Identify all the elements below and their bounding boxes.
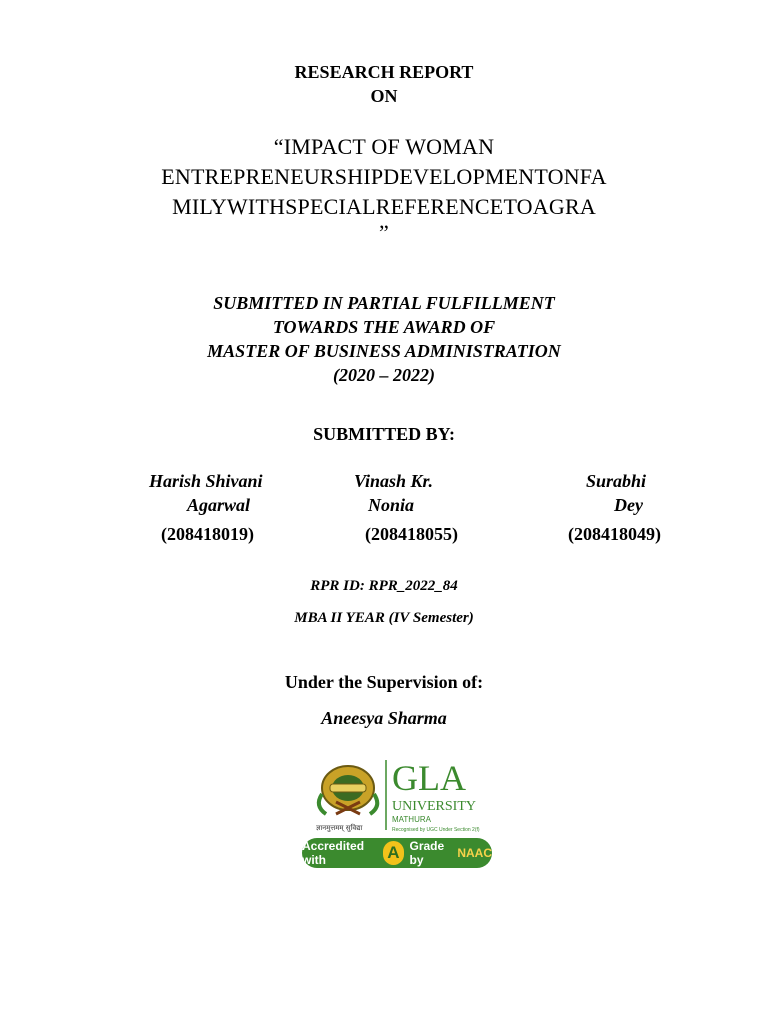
program-year: MBA II YEAR (IV Semester): [294, 610, 474, 626]
report-heading: RESEARCH REPORT: [294, 62, 474, 82]
logo-recognition-text: Recognised by UGC Under Section 2(f): [392, 827, 480, 833]
logo-motto-text: ज्ञानमुत्तमम् सुविद्या: [316, 824, 363, 832]
supervision-label: Under the Supervision of:: [284, 672, 484, 692]
topic-line-4: ”: [379, 220, 389, 245]
submission-line-2: TOWARDS THE AWARD OF: [272, 317, 496, 337]
submission-line-3: MASTER OF BUSINESS ADMINISTRATION: [207, 341, 561, 361]
gla-emblem-icon: [300, 758, 500, 838]
report-heading-on: ON: [370, 86, 398, 106]
student-1-name-line-1: Harish Shivani: [149, 471, 263, 491]
student-2-id: (208418055): [365, 524, 458, 544]
student-2-name-line-2: Nonia: [368, 495, 415, 515]
supervisor-name: Aneesya Sharma: [321, 708, 447, 728]
badge-grade-a: A: [383, 841, 403, 865]
submitted-by-label: SUBMITTED BY:: [313, 424, 455, 444]
badge-grade-by-text: Grade by: [409, 839, 445, 867]
logo-city-text: MATHURA: [392, 815, 431, 824]
topic-line-1: “IMPACT OF WOMAN: [273, 134, 495, 159]
topic-line-3: MILYWITHSPECIALREFERENCETOAGRA: [172, 194, 596, 219]
logo-university-text: UNIVERSITY: [392, 799, 476, 814]
student-3-name-line-1: Surabhi: [586, 471, 647, 491]
student-1-id: (208418019): [161, 524, 254, 544]
student-1-name-line-2: Agarwal: [187, 495, 251, 515]
student-2-name-line-1: Vinash Kr.: [354, 471, 434, 491]
submission-line-1: SUBMITTED IN PARTIAL FULFILLMENT: [213, 293, 555, 313]
logo-gla-text: GLA: [392, 758, 466, 798]
rpr-id: RPR ID: RPR_2022_84: [310, 578, 458, 594]
topic-line-2: ENTREPRENEURSHIPDEVELOPMENTONFA: [161, 164, 607, 189]
naac-accreditation-badge: [302, 838, 492, 868]
badge-accredited-text: Accredited with: [302, 839, 365, 867]
submission-years: (2020 – 2022): [333, 365, 435, 385]
student-3-id: (208418049): [568, 524, 661, 544]
badge-naac-text: NAAC: [457, 846, 492, 860]
student-3-name-line-2: Dey: [614, 495, 643, 515]
